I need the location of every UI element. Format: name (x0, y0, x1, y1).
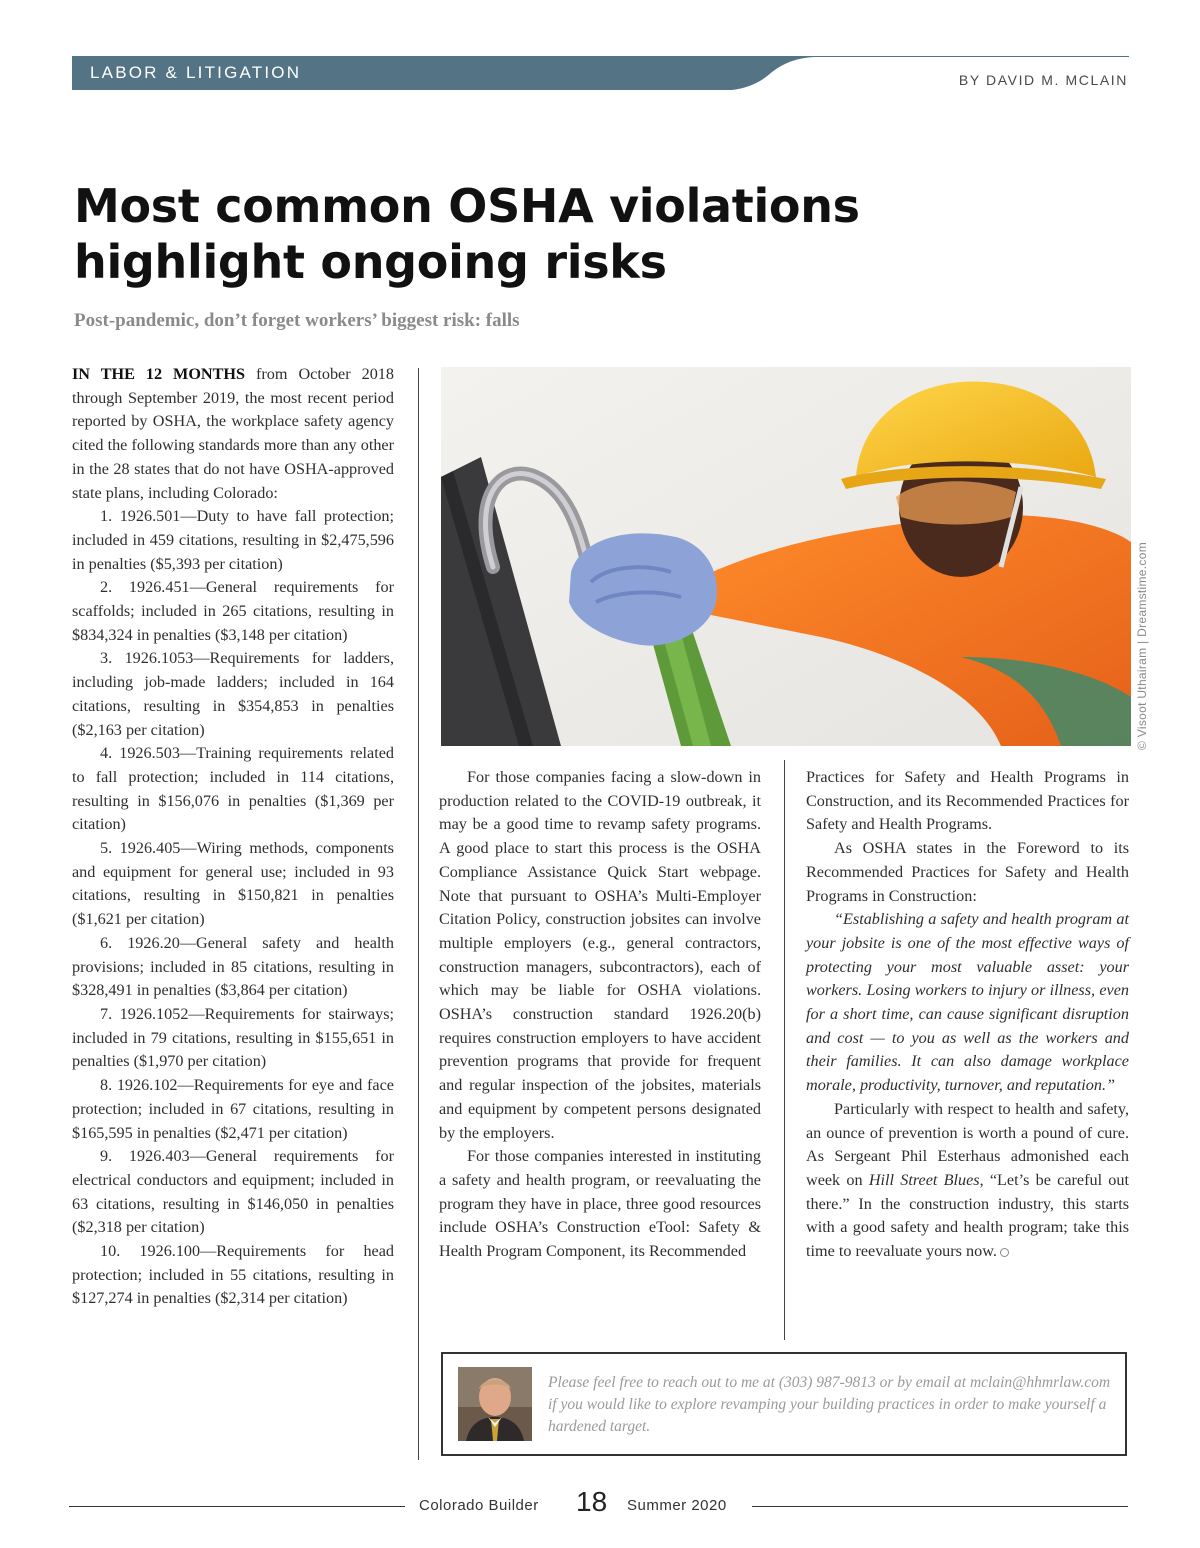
violation-item: 5. 1926.405—Wiring methods, components and equipment for general use; included in 93 citations, resulting in $150,821 in penalties ($1,621 per citation) (72, 839, 394, 929)
violation-item: 8. 1926.102—Requirements for eye and face protection; included in 67 citations, resulting in $165,595 in penalties ($2,471 per citation) (72, 1076, 394, 1142)
column-divider (784, 760, 785, 1340)
photo-credit: © Visoot Uthairam | Dreamstime.com (1135, 542, 1149, 750)
section-label: LABOR & LITIGATION (90, 63, 302, 82)
body-paragraph: Practices for Safety and Health Programs in Construction, and its Recommended Practices for Safety and Health Programs. (806, 768, 1129, 834)
author-headshot (458, 1367, 532, 1441)
closing-text-b: , “Let’s be careful out there.” In the construction industry, this starts with a good safety and health program; take this time to reevaluate yours now. (806, 1170, 1129, 1261)
footer-issue: Summer 2020 (627, 1497, 727, 1514)
end-mark-icon (1000, 1248, 1009, 1257)
violation-item: 10. 1926.100—Requirements for head protection; included in 55 citations, resulting in $127,274 in penalties ($2,314 per citation) (72, 1242, 394, 1308)
body-paragraph: As OSHA states in the Foreword to its Recommended Practices for Safety and Health Programs in Construction: (806, 839, 1129, 905)
headline-line-1: Most common OSHA violations (74, 179, 860, 233)
contact-note: Please feel free to reach out to me at (303) 987-9813 or by email at mclain@hhmrlaw.com if you would like to explore revamping your building practices in order to make yourself a hardened target. (548, 1374, 1111, 1435)
headline (74, 178, 894, 290)
show-title: Hill Street Blues (868, 1170, 980, 1189)
intro-text: from October 2018 through September 2019, the most recent period reported by OSHA, the workplace safety agency cited the following standards more than any other in the 28 states that do not have OSHA-approved state plans, including Colorado: (72, 365, 394, 502)
violation-item: 6. 1926.20—General safety and health provisions; included in 85 citations, resulting in $328,491 in penalties ($3,864 per citation) (72, 933, 394, 1000)
violation-item: 1. 1926.501—Duty to have fall protection; included in 459 citations, resulting in $2,475,596 in penalties ($5,393 per citation) (72, 507, 394, 573)
intro-paragraph (72, 363, 394, 505)
footer-rule (752, 1506, 1128, 1507)
lead-in: IN THE 12 MONTHS (72, 365, 246, 383)
subheadline: Post-pandemic, don’t forget workers’ biggest risk: falls (74, 310, 520, 331)
closing-paragraph (806, 1098, 1129, 1264)
violation-item: 9. 1926.403—General requirements for electrical conductors and equipment; included in 63 citations, resulting in $146,050 in penalties ($2,318 per citation) (72, 1147, 394, 1237)
violation-item: 3. 1926.1053—Requirements for ladders, including job-made ladders; included in 164 citations, resulting in $354,853 in penalties ($2,163 per citation) (72, 649, 394, 739)
closing-text-a: Particularly with respect to health and safety, an ounce of prevention is worth a pound of cure. As Sergeant Phil Esterhaus admonished each week on (806, 1099, 1129, 1189)
body-paragraph: For those companies interested in instituting a safety and health program, or reevaluating the program they have in place, three good resources include OSHA’s Construction eTool: Safety & Health Program Component, its Recommended (439, 1147, 761, 1261)
page-number: 18 (576, 1486, 608, 1517)
violation-item: 4. 1926.503—Training requirements related to fall protection; included in 114 citations, resulting in $156,076 in penalties ($1,369 per citation) (72, 744, 394, 834)
headline-line-2: highlight ongoing risks (74, 235, 667, 289)
column-left (72, 363, 394, 1311)
pull-quote: “Establishing a safety and health program at your jobsite is one of the most effective ways of protecting your most valuable asset: your workers. Losing workers to injury or illness, even for a short time, can cause significant disruption and cost — to you as well as the workers and their families. It can also damage workplace morale, productivity, turnover, and reputation.” (806, 910, 1129, 1095)
column-middle (439, 766, 761, 1264)
violation-item: 7. 1926.1052—Requirements for stairways; included in 79 citations, resulting in $155,651 in penalties ($1,970 per citation) (72, 1004, 394, 1071)
column-right (806, 766, 1129, 1264)
body-paragraph: For those companies facing a slow-down in production related to the COVID-19 outbreak, it may be a good time to revamp safety programs. A good place to start this process is the OSHA Compliance Assistance Quick Start webpage. Note that pursuant to OSHA’s Multi-Employer Citation Policy, construction jobsites can involve multiple employers (e.g., general contractors, construction managers, subcontractors), each of which may be liable for OSHA violations. OSHA’s construction standard 1926.20(b) requires construction employers to have accident prevention programs that provide for frequent and regular inspection of the jobsites, materials and equipment by competent persons designated by the employers. (439, 768, 761, 1142)
footer-magazine: Colorado Builder (419, 1497, 539, 1514)
worker-photo (441, 367, 1131, 746)
column-divider (418, 368, 419, 1460)
violation-item: 2. 1926.451—General requirements for scaffolds; included in 265 citations, resulting in $834,324 in penalties ($3,148 per citation) (72, 578, 394, 644)
byline: BY DAVID M. MCLAIN (958, 72, 1128, 88)
footer-rule (69, 1506, 405, 1507)
